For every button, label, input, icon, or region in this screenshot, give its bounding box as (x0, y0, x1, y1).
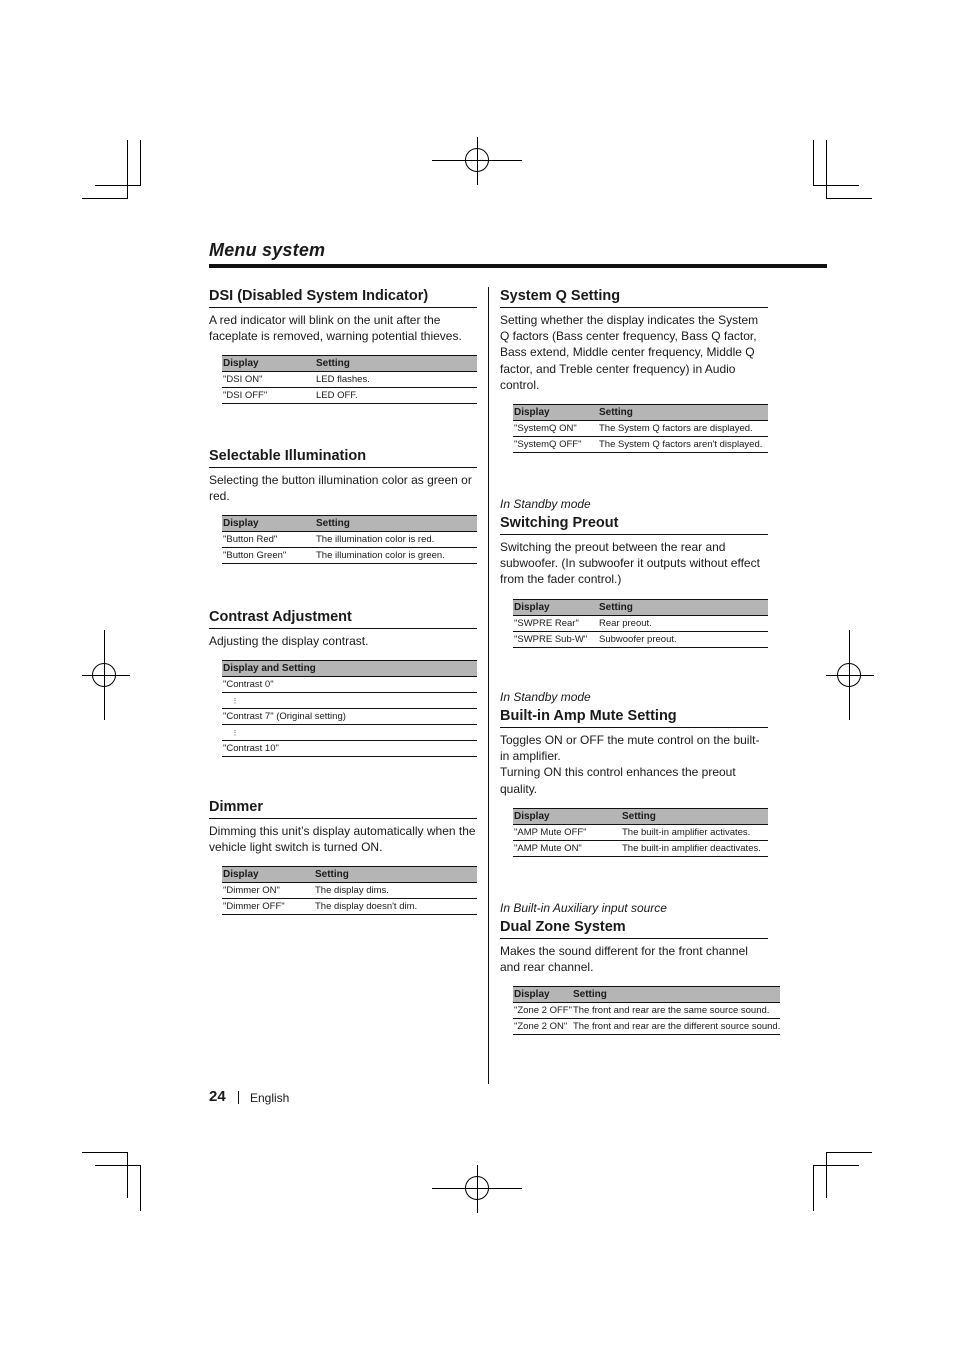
section-heading: Dimmer (209, 798, 477, 819)
display-cell: "SWPRE Rear" (513, 615, 598, 631)
title-rule (209, 264, 827, 268)
section-description: Dimming this unit’s display automatically when the vehicle light switch is turned ON. (209, 824, 476, 855)
table-header-row (513, 987, 780, 1003)
section-heading: Built-in Amp Mute Setting (500, 707, 768, 728)
crop-mark (82, 1152, 128, 1153)
crop-mark (95, 185, 141, 186)
crop-mark (813, 185, 859, 186)
crop-mark (813, 1165, 859, 1166)
display-cell: "Button Red" (222, 532, 315, 548)
section-description: Selecting the button illumination color as green or red. (209, 473, 472, 504)
settings-table (513, 404, 768, 453)
table-row (222, 548, 477, 564)
table-header-row (222, 356, 477, 372)
col-display-header: Display (513, 599, 598, 615)
col-setting-header: Setting (315, 516, 477, 532)
crop-mark (95, 1165, 141, 1166)
display-cell: "Dimmer ON" (222, 883, 314, 899)
table-row (513, 631, 768, 647)
column-divider (488, 287, 489, 1084)
page-number: 24 (209, 1088, 226, 1105)
setting-cell: The display doesn't dim. (314, 899, 477, 915)
col-setting-header: Setting (621, 808, 768, 824)
mode-note: In Built-in Auxiliary input source (500, 901, 667, 915)
footer-separator (238, 1091, 239, 1104)
table-row (222, 741, 477, 757)
table-header-row (222, 516, 477, 532)
table-row (222, 388, 477, 404)
col-setting-header: Setting (598, 405, 768, 421)
crop-mark (140, 1165, 141, 1211)
section-heading: DSI (Disabled System Indicator) (209, 287, 477, 308)
table-header-row (513, 808, 768, 824)
crop-mark (826, 140, 827, 199)
display-cell: "Zone 2 ON" (513, 1019, 572, 1035)
display-cell: "Contrast 7" (Original setting) (222, 709, 477, 725)
crop-mark (140, 140, 141, 186)
settings-table (513, 808, 768, 857)
vertical-ellipsis: ⋮ (231, 729, 239, 737)
col-display-and-setting-header: Display and Setting (222, 661, 477, 677)
crop-mark (826, 1152, 872, 1153)
col-display-header: Display (222, 356, 315, 372)
section-heading: Dual Zone System (500, 918, 768, 939)
setting-cell: The illumination color is red. (315, 532, 477, 548)
table-row (222, 899, 477, 915)
table-row (513, 1003, 780, 1019)
col-display-header: Display (513, 405, 598, 421)
mode-note: In Standby mode (500, 497, 591, 511)
display-cell: "DSI OFF" (222, 388, 315, 404)
section-selectable-illumination (209, 447, 477, 564)
section-heading: Selectable Illumination (209, 447, 477, 468)
display-cell: "SystemQ OFF" (513, 437, 598, 453)
display-cell: "SWPRE Sub-W" (513, 631, 598, 647)
setting-cell: The System Q factors are displayed. (598, 421, 768, 437)
crop-mark (813, 1165, 814, 1211)
section-contrast-adjustment (209, 608, 477, 757)
section-description: Turning ON this control enhances the preout quality. (500, 765, 736, 796)
col-setting-header: Setting (572, 987, 780, 1003)
crop-mark (127, 1152, 128, 1198)
col-setting-header: Setting (315, 356, 477, 372)
section-description: Makes the sound different for the front channel and rear channel. (500, 944, 748, 975)
settings-table (222, 866, 477, 915)
ellipsis-cell (222, 693, 477, 709)
display-cell: "DSI ON" (222, 372, 315, 388)
setting-cell: The System Q factors aren't displayed. (598, 437, 768, 453)
setting-cell: The illumination color is green. (315, 548, 477, 564)
page-language: English (250, 1091, 290, 1105)
settings-table (222, 355, 477, 404)
setting-cell: The display dims. (314, 883, 477, 899)
display-cell: "AMP Mute ON" (513, 840, 621, 856)
setting-cell: LED OFF. (315, 388, 477, 404)
settings-table (222, 515, 477, 564)
table-row (513, 840, 768, 856)
col-display-header: Display (513, 987, 572, 1003)
table-row (513, 421, 768, 437)
table-header-row (222, 867, 477, 883)
section-heading: Switching Preout (500, 514, 768, 535)
registration-circle-icon (92, 663, 116, 687)
setting-cell: Rear preout. (598, 615, 768, 631)
settings-table (513, 599, 768, 648)
registration-circle-icon (465, 1176, 489, 1200)
table-row (222, 883, 477, 899)
col-display-header: Display (222, 867, 314, 883)
table-row (513, 824, 768, 840)
table-row (222, 372, 477, 388)
table-header-row (222, 661, 477, 677)
crop-mark (127, 140, 128, 199)
section-dsi (209, 287, 477, 404)
col-display-header: Display (222, 516, 315, 532)
display-cell: "Contrast 10" (222, 741, 477, 757)
registration-circle-icon (465, 148, 489, 172)
table-row (222, 677, 477, 693)
setting-cell: The front and rear are the different source sound. (572, 1019, 780, 1035)
table-header-row (513, 599, 768, 615)
section-built-in-amp-mute-setting (500, 690, 768, 857)
registration-circle-icon (837, 663, 861, 687)
settings-table (222, 660, 477, 757)
col-setting-header: Setting (314, 867, 477, 883)
display-cell: "Zone 2 OFF" (513, 1003, 572, 1019)
display-cell: "Dimmer OFF" (222, 899, 314, 915)
display-cell: "Button Green" (222, 548, 315, 564)
section-description: Toggles ON or OFF the mute control on the built-in amplifier. (500, 733, 760, 764)
setting-cell: The built-in amplifier activates. (621, 824, 768, 840)
setting-cell: The built-in amplifier deactivates. (621, 840, 768, 856)
crop-mark (813, 140, 814, 186)
table-row (222, 725, 477, 741)
settings-table (513, 986, 780, 1035)
setting-cell: The front and rear are the same source sound. (572, 1003, 780, 1019)
col-display-header: Display (513, 808, 621, 824)
crop-mark (82, 198, 128, 199)
section-description: Switching the preout between the rear and subwoofer. (In subwoofer it outputs without effect from the fader control.) (500, 540, 760, 587)
display-cell: "AMP Mute OFF" (513, 824, 621, 840)
section-description: Adjusting the display contrast. (209, 634, 369, 648)
table-row (222, 532, 477, 548)
section-heading: Contrast Adjustment (209, 608, 477, 629)
setting-cell: Subwoofer preout. (598, 631, 768, 647)
section-heading: System Q Setting (500, 287, 768, 308)
table-row (513, 615, 768, 631)
table-row (513, 1019, 780, 1035)
crop-mark (826, 1152, 827, 1198)
mode-note: In Standby mode (500, 690, 591, 704)
section-dimmer (209, 798, 477, 915)
setting-cell: LED flashes. (315, 372, 477, 388)
vertical-ellipsis: ⋮ (231, 697, 239, 705)
crop-mark (826, 198, 872, 199)
section-system-q-setting (500, 287, 768, 453)
page-title: Menu system (209, 240, 326, 260)
table-row (222, 693, 477, 709)
table-row (513, 437, 768, 453)
table-row (222, 709, 477, 725)
col-setting-header: Setting (598, 599, 768, 615)
display-cell: "Contrast 0" (222, 677, 477, 693)
table-header-row (513, 405, 768, 421)
section-switching-preout (500, 497, 768, 648)
section-dual-zone-system (500, 901, 781, 1035)
section-description: Setting whether the display indicates the System Q factors (Bass center frequency, Bass Q factor, Bass extend, Middle center frequency, Middle Q factor, and Treble center frequency) in Audio control. (500, 313, 759, 392)
display-cell: "SystemQ ON" (513, 421, 598, 437)
section-description: A red indicator will blink on the unit after the faceplate is removed, warning potential thieves. (209, 313, 462, 344)
ellipsis-cell (222, 725, 477, 741)
